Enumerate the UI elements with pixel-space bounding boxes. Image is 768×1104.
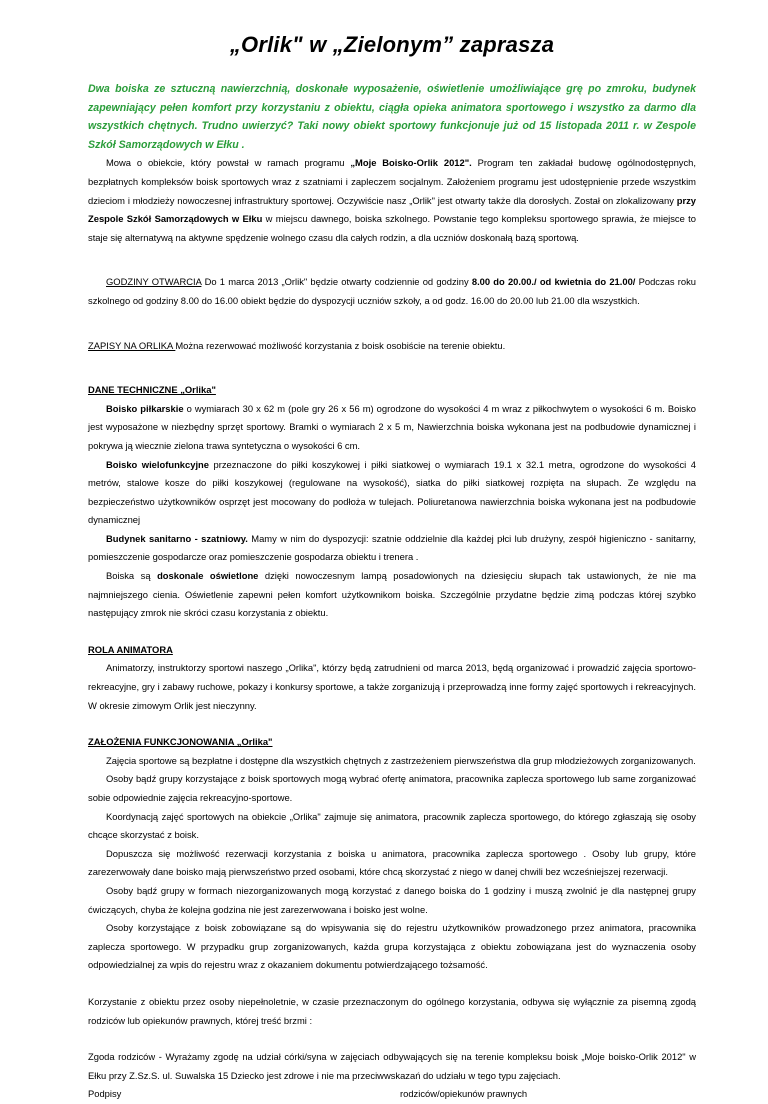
page-title: „Orlik" w „Zielonym” zaprasza [229, 32, 555, 57]
opening-hours-label: GODZINY OTWARCIA [106, 276, 202, 288]
opening-hours-paragraph: GODZINY OTWARCIA Do 1 marca 2013 „Orlik" będzie otwarty codziennie od godziny 8.00 do 20.00./ od kwietnia do 21.00/ Podczas roku szkolnego od godziny 8.00 do 16.00 obiekt będzie do dyspozycji uczniów szkoły, a od godz. 16.00 do 20.00 lub 21.00 dla wszystkich. [88, 276, 697, 306]
signup-label: ZAPISY NA ORLIKA [88, 339, 176, 351]
signature-line [88, 1085, 696, 1104]
intro-paragraph: Mowa o obiekcie, który powstał w ramach programu „Moje Boisko-Orlik 2012". Program ten zakładał budowę ogólnodostępnych, bezpłatnych kompleksów boisk sportowych wraz z szatniami i zapleczem socjalnym. Założeniem programu jest udostępnienie przede wszystkim dzieciom i młodzieży nowoczesnej infrastruktury sportowej. Oczywiście nasz „Orlik" jest otwarty także dla dorosłych. Został on zlokalizowany przy Zespole Szkół Samorządowych w Ełku w miejscu dawnego, boiska szkolnego. Powstanie tego kompleksu sportowego sprawia, że miejsce to staje się alternatywą na aktywne spędzenie wolnego czasu dla całych rodzin, a dla uczniów doskonałą bazą sportową. [88, 157, 697, 243]
rules-item: Zajęcia sportowe są bezpłatne i dostępne dla wszystkich chętnych z zastrzeżeniem pierwszeństwa dla grup młodzieżowych zorganizowanych. [106, 754, 696, 766]
minors-paragraph: Korzystanie z obiektu przez osoby niepełnoletnie, w czasie przeznaczonym do ogólnego korzystania, odbywa się wyłącznie za pisemną zgodą rodziców lub opiekunów prawnych, której treść brzmi : [88, 995, 696, 1026]
signature-parents: rodziców/opiekunów prawnych [400, 1088, 528, 1100]
role-paragraph: Animatorzy, instruktorzy sportowi naszego „Orlika", którzy będą zatrudnieni od marca 2013, będą organizować i prowadzić zajęcia sportowo-rekreacyjne, gry i zabawy ruchowe, pokazy i konkursy sportowe, a także zorganizują i przeprowadzą inne formy zajęć sportowych i rekreacyjnych. W okresie zimowym Orlik jest nieczynny. [88, 662, 696, 711]
signup-paragraph: ZAPISY NA ORLIKA Można rezerwować możliwość korzystania z boisk osobiście na terenie obiektu. [88, 339, 506, 351]
tech-multipurpose-pitch: Boisko wielofunkcyjne przeznaczone do piłki koszykowej i piłki siatkowej o wymiarach 19.1 x 32.1 metra, ogrodzone do wysokości 4 metrów, stalowe kosze do piłki koszykowej (regulowane na wysokość), siatka do piłki siatkowej rozpięta na słupach. Ze względu na bezpieczeństwo użytkowników osprzęt jest mocowany do podłoża w tulejach. Poliuretanowa nawierzchnia boiska wykonana jest na podbudowie dynamicznej [88, 458, 696, 526]
rules-item: Osoby bądź grupy korzystające z boisk sportowych mogą wybrać ofertę animatora, pracownika zaplecza sportowego lub same zorganizować sobie odpowiednie zajęcia rekreacyjno-sportowe. [88, 773, 696, 803]
rules-item: Osoby bądź grupy w formach niezorganizowanych mogą korzystać z danego boiska do 1 godziny i muszą zwolnić je dla następnej grupy ćwiczących, chyba że kolejna godzina nie jest zarezerwowana i boisko jest wolne. [88, 884, 696, 915]
role-heading: ROLA ANIMATORA [88, 643, 173, 655]
signature-label: Podpisy [88, 1088, 122, 1100]
tech-lighting: Boiska są doskonale oświetlone dzięki nowoczesnym lampą posadowionych na dziesięciu słupach tak ustawionych, że nie ma najmniejszego cienia. Oświetlenie zapewni pełen komfort użytkownikom boiska. Szczególnie przydatne będzie zimą podczas której szybko następujący zmrok nie skróci czasu korzystania z obiektu. [88, 570, 697, 619]
rules-item: Dopuszcza się możliwość rezerwacji korzystania z boiska u animatora, pracownika zaplecza sportowego . Osoby lub grupy, które zarezerwowały dane boisko mają pierwszeństwo przed osobami, które chcą skorzystać z niego w danej chwili bez wcześniejszej rezerwacji. [88, 847, 696, 878]
rules-heading: ZAŁOŻENIA FUNKCJONOWANIA „Orlika" [88, 736, 273, 748]
lead-paragraph: Dwa boiska ze sztuczną nawierzchnią, doskonałe wyposażenie, oświetlenie umożliwiające grę po zmroku, budynek zapewniający pełen komfort przy korzystaniu z obiektu, ciągła opieka animatora sportowego i wszystko za darmo dla wszystkich chętnych. Trudno uwierzyć? Taki nowy obiekt sportowy funkcjonuje już od 15 listopada 2011 r. w Zespole Szkół Samorządowych w Ełku . [88, 83, 696, 151]
tech-football-pitch: Boisko piłkarskie o wymiarach 30 x 62 m (pole gry 26 x 56 m) ogrodzone do wysokości 4 m wraz z piłkochwytem o wysokości 6 m. Boisko jest wyposażone w niezbędny sprzęt sportowy. Bramki o wymiarach 2 x 5 m, Nawierzchnia boiska wykonana jest na podbudowie dynamicznej i pokrywa ją wiecznie zielona trawa syntetyczna o wysokości 6 cm. [88, 402, 696, 451]
consent-paragraph: Zgoda rodziców - Wyrażamy zgodę na udział córki/syna w zajęciach odbywających się na terenie kompleksu boisk „Moje boisko-Orlik 2012" w Ełku przy Z.Sz.S. ul. Suwalska 15 Dziecko jest zdrowe i nie ma przeciwwskazań do udziału w tego typu zajęciach. [88, 1051, 696, 1081]
rules-item: Koordynacją zajęć sportowych na obiekcie „Orlika" zajmuje się animatora, pracownik zaplecza sportowego, do którego zgłaszają się osoby chcące skorzystać z boisk. [88, 810, 696, 841]
tech-building: Budynek sanitarno - szatniowy. Mamy w nim do dyspozycji: szatnie oddzielnie dla każdej płci lub drużyny, zespół higieniczno - sanitarny, pomieszczenie gospodarcze oraz pomieszczenie gospodarza obiektu i trenera . [88, 532, 696, 563]
tech-heading: DANE TECHNICZNE „Orlika" [88, 384, 216, 396]
rules-item: Osoby korzystające z boisk zobowiązane są do wpisywania się do rejestru użytkowników prowadzonego przez animatora, pracownika zaplecza sportowego. W przypadku grup zorganizowanych, każda grupa korzystająca z obiektu zobowiązana jest do wyznaczenia osoby odpowiedzialnej za wpis do rejestru wraz z okazaniem dokumentu potwierdzającego tożsamość. [88, 922, 696, 971]
